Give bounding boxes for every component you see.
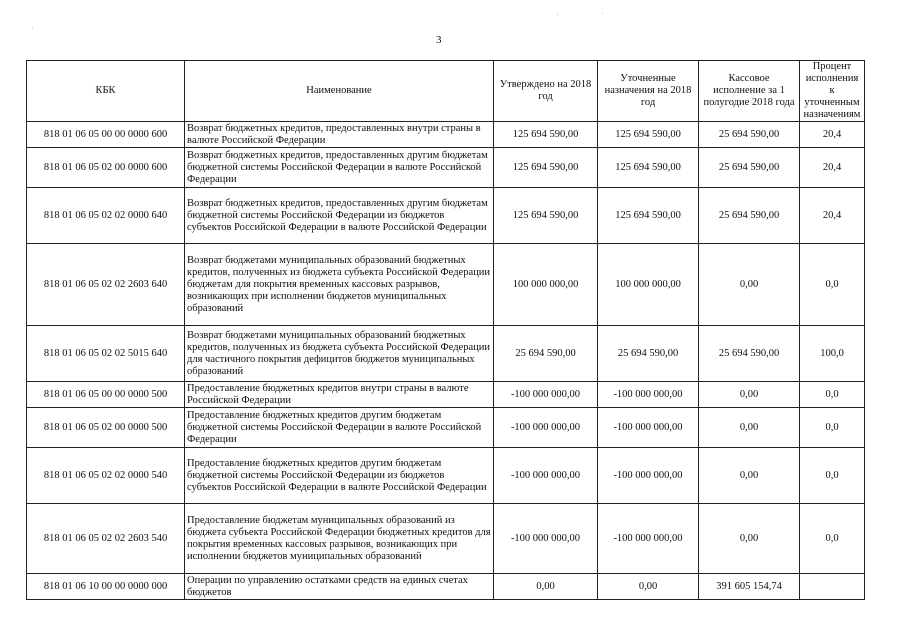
table-row <box>27 504 865 574</box>
cell-approved: 100 000 000,00 <box>494 244 598 326</box>
header-percent: Процент исполнения к уточненным назначениям <box>800 61 865 122</box>
table-row <box>27 382 865 408</box>
header-kbk: КБК <box>27 61 185 122</box>
cell-specified: 100 000 000,00 <box>598 244 699 326</box>
cell-kbk: 818 01 06 05 02 02 0000 540 <box>27 448 185 504</box>
table-row <box>27 122 865 148</box>
scan-speck <box>557 14 558 15</box>
cell-approved: 125 694 590,00 <box>494 188 598 244</box>
cell-specified: -100 000 000,00 <box>598 448 699 504</box>
cell-percent: 0,0 <box>800 244 865 326</box>
cell-name: Возврат бюджетных кредитов, предоставленных другим бюджетам бюджетной системы Российской Федерации в валюте Российской Федерации <box>185 148 494 188</box>
table-row <box>27 148 865 188</box>
cell-approved: 125 694 590,00 <box>494 122 598 148</box>
cell-approved: 25 694 590,00 <box>494 326 598 382</box>
cell-cash: 25 694 590,00 <box>699 148 800 188</box>
cell-specified: 125 694 590,00 <box>598 148 699 188</box>
cell-cash: 391 605 154,74 <box>699 574 800 600</box>
cell-cash: 0,00 <box>699 408 800 448</box>
cell-approved: -100 000 000,00 <box>494 448 598 504</box>
cell-cash: 25 694 590,00 <box>699 122 800 148</box>
page-number: 3 <box>436 34 442 46</box>
cell-name: Предоставление бюджетных кредитов другим бюджетам бюджетной системы Российской Федерации из бюджетов субъектов Российской Федерации в валюте Российской Федерации <box>185 448 494 504</box>
cell-approved: -100 000 000,00 <box>494 408 598 448</box>
cell-kbk: 818 01 06 05 02 00 0000 600 <box>27 148 185 188</box>
cell-specified: 125 694 590,00 <box>598 188 699 244</box>
cell-name: Возврат бюджетных кредитов, предоставленных внутри страны в валюте Российской Федерации <box>185 122 494 148</box>
cell-kbk: 818 01 06 05 02 02 5015 640 <box>27 326 185 382</box>
cell-kbk: 818 01 06 05 02 02 2603 540 <box>27 504 185 574</box>
table-row <box>27 188 865 244</box>
cell-approved: 125 694 590,00 <box>494 148 598 188</box>
table-row <box>27 574 865 600</box>
cell-percent: 0,0 <box>800 408 865 448</box>
cell-percent <box>800 574 865 600</box>
cell-kbk: 818 01 06 05 00 00 0000 600 <box>27 122 185 148</box>
cell-approved: 0,00 <box>494 574 598 600</box>
table-header-row <box>27 61 865 122</box>
header-cash-execution: Кассовое исполнение за 1 полугодие 2018 года <box>699 61 800 122</box>
cell-name: Операции по управлению остатками средств на единых счетах бюджетов <box>185 574 494 600</box>
cell-specified: 0,00 <box>598 574 699 600</box>
header-name: Наименование <box>185 61 494 122</box>
cell-specified: -100 000 000,00 <box>598 504 699 574</box>
cell-cash: 0,00 <box>699 382 800 408</box>
cell-cash: 0,00 <box>699 504 800 574</box>
cell-name: Предоставление бюджетных кредитов внутри страны в валюте Российской Федерации <box>185 382 494 408</box>
budget-execution-table <box>26 60 865 600</box>
cell-approved: -100 000 000,00 <box>494 504 598 574</box>
cell-name: Возврат бюджетами муниципальных образований бюджетных кредитов, полученных из бюджета субъекта Российской Федерации бюджетам для покрытия временных кассовых разрывов, возникающих при исполнении бюджетов муниципальных образований <box>185 244 494 326</box>
cell-kbk: 818 01 06 05 02 02 0000 640 <box>27 188 185 244</box>
cell-cash: 25 694 590,00 <box>699 326 800 382</box>
scan-speck <box>32 27 33 28</box>
header-approved: Утверждено на 2018 год <box>494 61 598 122</box>
cell-percent: 20,4 <box>800 188 865 244</box>
table-row <box>27 244 865 326</box>
cell-cash: 0,00 <box>699 448 800 504</box>
cell-name: Возврат бюджетами муниципальных образований бюджетных кредитов, полученных из бюджета субъекта Российской Федерации для частичного покрытия дефицитов бюджетов муниципальных образований <box>185 326 494 382</box>
table-row <box>27 408 865 448</box>
cell-kbk: 818 01 06 05 02 02 2603 640 <box>27 244 185 326</box>
cell-name: Возврат бюджетных кредитов, предоставленных другим бюджетам бюджетной системы Российской Федерации из бюджетов субъектов Российской Федерации в валюте Российской Федерации <box>185 188 494 244</box>
cell-percent: 100,0 <box>800 326 865 382</box>
cell-percent: 0,0 <box>800 382 865 408</box>
cell-specified: -100 000 000,00 <box>598 408 699 448</box>
cell-cash: 0,00 <box>699 244 800 326</box>
table-row <box>27 326 865 382</box>
header-specified: Уточненные назначения на 2018 год <box>598 61 699 122</box>
cell-specified: 125 694 590,00 <box>598 122 699 148</box>
cell-percent: 0,0 <box>800 504 865 574</box>
cell-approved: -100 000 000,00 <box>494 382 598 408</box>
scan-speck <box>602 13 603 14</box>
cell-percent: 0,0 <box>800 448 865 504</box>
cell-kbk: 818 01 06 10 00 00 0000 000 <box>27 574 185 600</box>
cell-specified: -100 000 000,00 <box>598 382 699 408</box>
cell-kbk: 818 01 06 05 02 00 0000 500 <box>27 408 185 448</box>
cell-name: Предоставление бюджетам муниципальных образований из бюджета субъекта Российской Федерации бюджетных кредитов для покрытия временных кассовых разрывов, возникающих при исполнении бюджетов муниципальных образований <box>185 504 494 574</box>
cell-cash: 25 694 590,00 <box>699 188 800 244</box>
cell-name: Предоставление бюджетных кредитов другим бюджетам бюджетной системы Российской Федерации в валюте Российской Федерации <box>185 408 494 448</box>
table-row <box>27 448 865 504</box>
cell-specified: 25 694 590,00 <box>598 326 699 382</box>
cell-percent: 20,4 <box>800 148 865 188</box>
cell-kbk: 818 01 06 05 00 00 0000 500 <box>27 382 185 408</box>
cell-percent: 20,4 <box>800 122 865 148</box>
